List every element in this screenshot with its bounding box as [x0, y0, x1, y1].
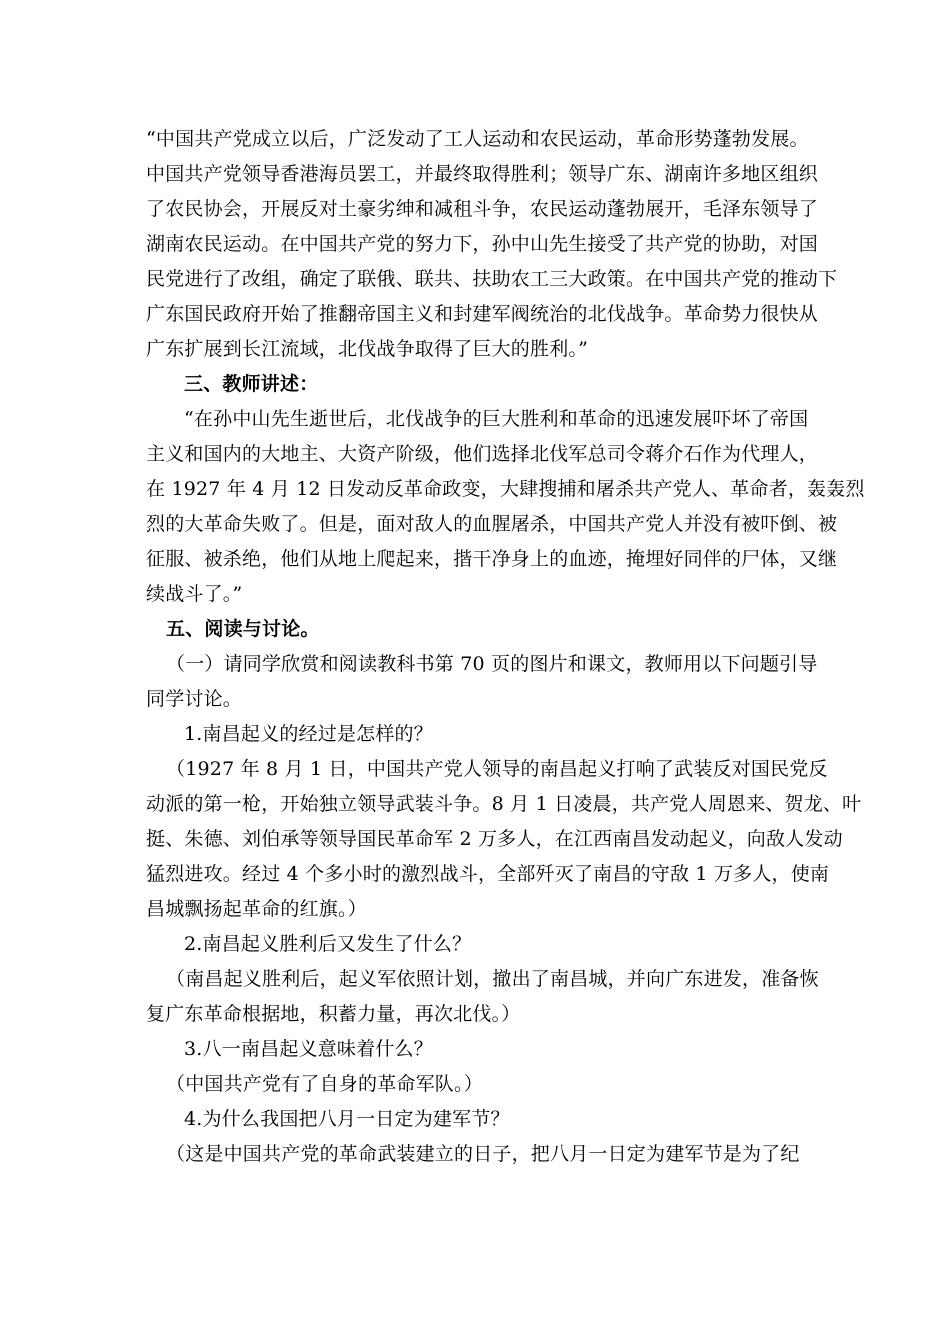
- answer-2: [146, 962, 840, 1032]
- question-3: 3.八一南昌起义意味着什么？: [184, 1038, 433, 1060]
- question-4: 4.为什么我国把八月一日定为建军节？: [184, 1108, 510, 1130]
- text-line: “中国共产党成立以后，广泛发动了工人运动和农民运动，革命形势蓬勃发展。: [146, 128, 809, 150]
- question-1: 1.南昌起义的经过是怎样的？: [184, 723, 433, 745]
- text-line: 昌城飘扬起革命的红旗。）: [146, 898, 367, 920]
- text-line: 挺、朱德、刘伯承等领导国民革命军 2 万多人，在江西南昌发动起义，向敌人发动: [146, 828, 843, 850]
- section-heading-reading-discussion: 五、阅读与讨论。: [166, 618, 320, 640]
- answer-4: （这是中国共产党的革命武装建立的日子，把八月一日定为建军节是为了纪: [166, 1143, 800, 1165]
- answer-3: （中国共产党有了自身的革命军队。）: [166, 1073, 483, 1095]
- text-line: 中国共产党领导香港海员罢工，并最终取得胜利；领导广东、湖南许多地区组织: [146, 163, 819, 185]
- text-line: 烈的大革命失败了。但是，面对敌人的血腥屠杀，中国共产党人并没有被吓倒、被: [146, 513, 838, 535]
- text-line: 了农民协会，开展反对土豪劣绅和减租斗争，农民运动蓬勃展开，毛泽东领导了: [146, 198, 819, 220]
- answer-1: [146, 752, 862, 927]
- text-line: 续战斗了。”: [146, 583, 243, 605]
- text-line: 复广东革命根据地，积蓄力量，再次北伐。）: [146, 1003, 521, 1025]
- text-line: 湖南农民运动。在中国共产党的努力下，孙中山先生接受了共产党的协助，对国: [146, 233, 819, 255]
- text-line: 民党进行了改组，确定了联俄、联共、扶助农工三大政策。在中国共产党的推动下: [146, 268, 838, 290]
- text-line: 动派的第一枪，开始独立领导武装斗争。8 月 1 日凌晨，共产党人周恩来、贺龙、叶: [146, 793, 862, 815]
- section-heading-teacher-narration: 三、教师讲述：: [184, 373, 319, 395]
- text-line: 广东国民政府开始了推翻帝国主义和封建军阀统治的北伐战争。革命势力很快从: [146, 303, 819, 325]
- paragraph-party-movement: [146, 122, 840, 367]
- text-line: （1927 年 8 月 1 日，中国共产党人领导的南昌起义打响了武装反对国民党反: [166, 758, 828, 780]
- text-line: 征服、被杀绝，他们从地上爬起来，揩干净身上的血迹，掩埋好同伴的尸体，又继: [146, 548, 838, 570]
- text-line: 同学讨论。: [146, 688, 243, 710]
- text-line: （一）请同学欣赏和阅读教科书第 70 页的图片和课文，教师用以下问题引导: [166, 653, 818, 675]
- paragraph-intro: [146, 647, 840, 717]
- text-line: “在孙中山先生逝世后，北伐战争的巨大胜利和革命的迅速发展吓坏了帝国: [184, 408, 809, 430]
- paragraph-teacher-narration: [146, 402, 865, 612]
- text-line: 猛烈进攻。经过 4 个多小时的激烈战斗，全部歼灭了南昌的守敌 1 万多人，使南: [146, 863, 830, 885]
- text-line: 主义和国内的大地主、大资产阶级，他们选择北伐军总司令蒋介石作为代理人，: [146, 443, 819, 465]
- text-line: 广东扩展到长江流域，北伐战争取得了巨大的胜利。”: [146, 338, 589, 360]
- question-2: 2.南昌起义胜利后又发生了什么？: [184, 933, 472, 955]
- text-line: （南昌起义胜利后，起义军依照计划，撤出了南昌城，并向广东进发，准备恢: [166, 968, 819, 990]
- text-line: 在 1927 年 4 月 12 日发动反革命政变，大肆搜捕和屠杀共产党人、革命者，轰轰烈: [146, 478, 865, 500]
